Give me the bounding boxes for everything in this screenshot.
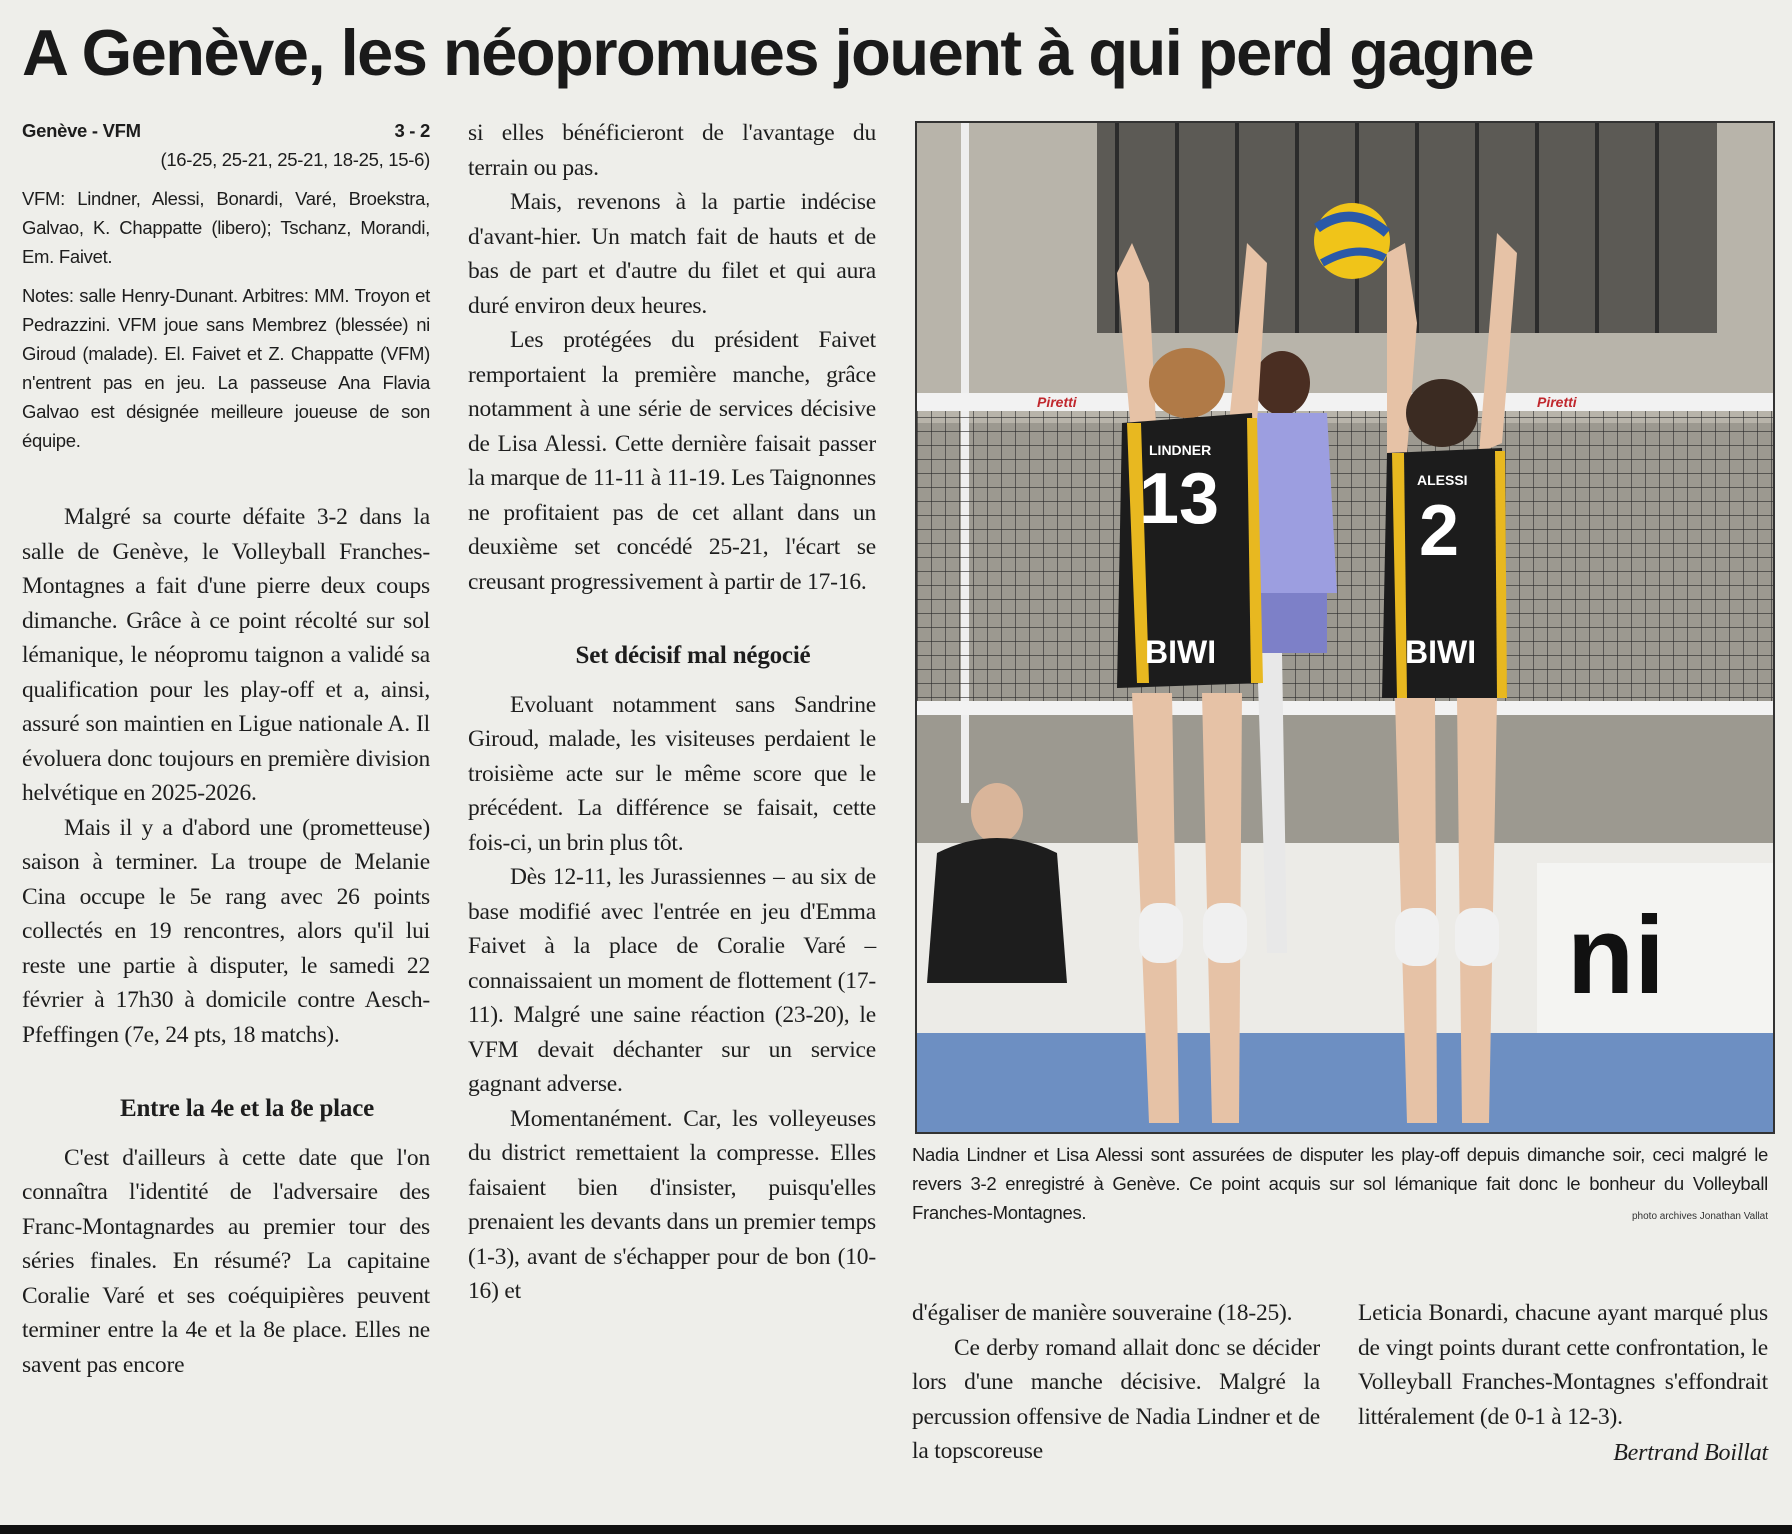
paragraph: Mais il y a d'abord une (prometteuse) saison à terminer. La troupe de Melanie Cina occupe le 5e rang avec 26 points collectés en 19 rencontres, alors qu'il lui reste une partie à disputer, le samedi 22 février à 17h30 à domicile contre Aesch-Pfeffingen (7e, 24 pts, 18 matchs). xyxy=(22,814,430,1048)
column-2 xyxy=(468,116,876,1309)
match-score: 3 - 2 xyxy=(394,120,430,141)
paragraph: Dès 12-11, les Jurassiennes – au six de base modifié avec l'entrée en jeu d'Emma Faivet à la place de Coralie Varé – connaissaient un moment de flottement (17-11). Malgré une saine réaction (23-20), le VFM devait déchanter sur un service gagnant adverse. xyxy=(468,864,876,1097)
paragraph: Evoluant notamment sans Sandrine Giroud, malade, les visiteuses perdaient le troisième acte sur le même score que le précédent. La différence se faisait, cette fois-ci, un brin plus tôt. xyxy=(468,691,876,856)
column-4 xyxy=(1358,1296,1768,1471)
paragraph: Leticia Bonardi, chacune ayant marqué plus de vingt points durant cette confrontation, le Volleyball Franches-Montagnes s'effondrait littéralement (de 0-1 à 12-3). xyxy=(1358,1300,1768,1430)
advertising-board: ni xyxy=(1567,894,1665,1017)
match-summary xyxy=(22,116,430,455)
column-3 xyxy=(912,1296,1320,1469)
player2-sponsor: BIWI xyxy=(1405,634,1477,670)
page-edge xyxy=(0,1525,1792,1534)
score-row xyxy=(22,116,430,145)
paragraph: Ce derby romand allait donc se décider lors d'une manche décisive. Malgré la percussion offensive de Nadia Lindner et de la topscoreuse xyxy=(912,1334,1320,1464)
set-scores: (16-25, 25-21, 25-21, 18-25, 15-6) xyxy=(160,149,430,170)
team-lineup: VFM: Lindner, Alessi, Bonardi, Varé, Broekstra, Galvao, K. Chappatte (libero); Tschanz, Morandi, Em. Faivet. xyxy=(22,188,430,267)
player2-number: 2 xyxy=(1419,491,1460,571)
match-notes: Notes: salle Henry-Dunant. Arbitres: MM. Troyon et Pedrazzini. VFM joue sans Membrez (blessée) ni Giroud (malade). El. Faivet et Z. Chappatte (VFM) n'entrent pas en jeu. La passeuse Ana Flavia Galvao est désignée meilleure joueuse de son équipe. xyxy=(22,285,430,451)
net-banner-right: Piretti xyxy=(1537,394,1577,410)
player1-sponsor: BIWI xyxy=(1145,634,1217,670)
paragraph: Momentanément. Car, les volleyeuses du district remettaient la compresse. Elles faisaient bien d'insister, puisqu'elles prenaient les devants dans un premier temps (1-3), avant de s'échapper pour de bon (10-16) et xyxy=(468,1105,876,1304)
column-1 xyxy=(22,116,430,1382)
paragraph: si elles bénéficieront de l'avantage du terrain ou pas. xyxy=(468,120,876,181)
paragraph: Malgré sa courte défaite 3-2 dans la salle de Genève, le Volleyball Franches-Montagnes a fait d'une pierre deux coups dimanche. Grâce à ce point récolté sur sol lémanique, le néopromu taignon a validé sa qualification pour les play-off et a, ainsi, assuré son maintien en Ligue nationale A. Il évoluera donc toujours en première division helvétique en 2025-2026. xyxy=(22,504,430,806)
paragraph: Les protégées du président Faivet remportaient la première manche, grâce notamment à une série de services décisive de Lisa Alessi. Cette dernière faisait passer la marque de 11-11 à 11-19. Les Taignonnes ne profitaient pas de cet allant dans un deuxième set concédé 25-21, l'écart se creusant progressivement à partir de 17-16. xyxy=(468,327,876,595)
paragraph: d'égaliser de manière souveraine (18-25). xyxy=(912,1300,1293,1326)
photo-credit: photo archives Jonathan Vallat xyxy=(1631,1211,1768,1222)
author-signature: Bertrand Boillat xyxy=(1613,1440,1768,1466)
volleyball-photo xyxy=(917,123,1773,1132)
paragraph: C'est d'ailleurs à cette date que l'on connaîtra l'identité de l'adversaire des Franc-Montagnardes au premier tour des séries finales. En résumé? La capitaine Coralie Varé et ses coéquipières peuvent terminer entre la 4e et la 8e place. Elles ne savent pas encore xyxy=(22,1144,430,1378)
player1-number: 13 xyxy=(1139,459,1220,539)
subheading: Entre la 4e et la 8e place xyxy=(120,1095,374,1122)
match-teams: Genève - VFM xyxy=(22,120,141,141)
headline: A Genève, les néopromues jouent à qui perd gagne xyxy=(22,16,1534,89)
photo-caption: Nadia Lindner et Lisa Alessi sont assurées de disputer les play-off depuis dimanche soir, ceci malgré le revers 3-2 enregistré à Genève. Ce point acquis sur sol lémanique fait donc le bonheur du Volleyball Franches-Montagnes. xyxy=(912,1144,1768,1223)
net-banner-left: Piretti xyxy=(1037,394,1077,410)
paragraph: Mais, revenons à la partie indécise d'avant-hier. Un match fait de hauts et de bas de part et d'autre du filet et qui aura duré environ deux heures. xyxy=(468,189,876,319)
subheading: Set décisif mal négocié xyxy=(575,642,811,669)
article-col1-text xyxy=(22,500,430,1382)
article-photo xyxy=(915,121,1775,1134)
player1-name: LINDNER xyxy=(1149,442,1212,458)
player2-name: ALESSI xyxy=(1417,472,1468,488)
